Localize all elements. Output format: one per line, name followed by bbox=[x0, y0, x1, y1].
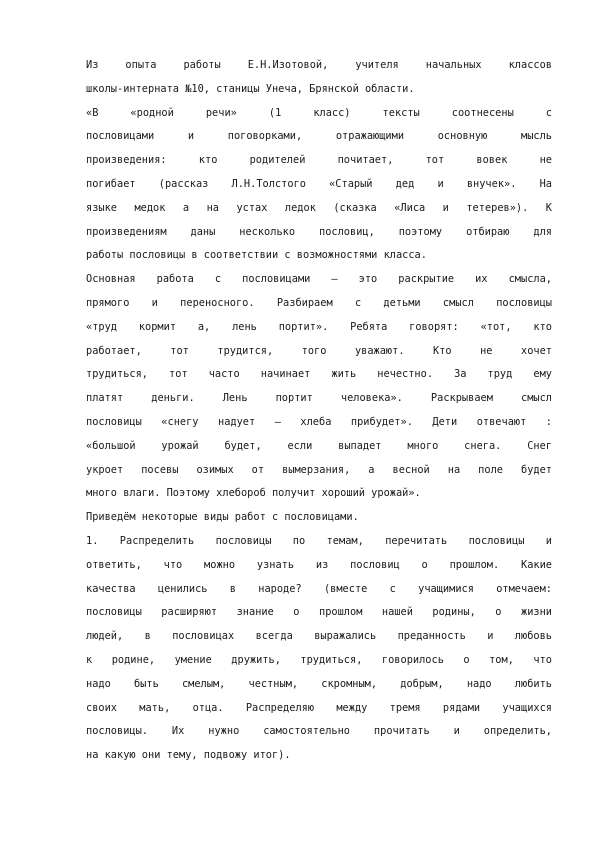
paragraph-line: пословицы «снегу надует – хлеба прибудет». Дети отвечают : bbox=[86, 415, 552, 428]
paragraph-line: укроет посевы озимых от вымерзания, а весной на поле будет bbox=[86, 463, 552, 476]
paragraph-line: своих мать, отца. Распределяю между тремя рядами учащихся bbox=[86, 701, 552, 714]
paragraph-line: пословицами и поговорками, отражающими основную мысль bbox=[86, 130, 552, 143]
paragraph-line: произведениям даны несколько пословиц, поэтому отбираю для bbox=[86, 225, 552, 238]
paragraph-2 bbox=[86, 268, 552, 506]
paragraph-line: «труд кормит а, лень портит». Ребята говорят: «тот, кто bbox=[86, 320, 552, 333]
paragraph-line: платят деньги. Лень портит человека». Раскрываем смысл bbox=[86, 392, 552, 405]
paragraph-line: погибает (рассказ Л.Н.Толстого «Старый дед и внучек». На bbox=[86, 177, 552, 190]
paragraph-line: работает, тот трудится, того уважают. Кто не хочет bbox=[86, 344, 552, 357]
paragraph-line: прямого и переносного. Разбираем с детьми смысл пословицы bbox=[86, 296, 552, 309]
heading bbox=[86, 54, 552, 102]
paragraph-line: языке медок а на устах ледок (сказка «Лиса и тетерев»). К bbox=[86, 201, 552, 214]
paragraph-line: «В «родной речи» (1 класс) тексты соотнесены с bbox=[86, 106, 552, 119]
paragraph-line: Основная работа с пословицами – это раскрытие их смысла, bbox=[86, 273, 552, 286]
paragraph-line: Приведём некоторые виды работ с пословицами. bbox=[86, 511, 359, 524]
heading-line: Из опыта работы Е.Н.Изотовой, учителя начальных классов bbox=[86, 59, 552, 71]
paragraph-3 bbox=[86, 506, 552, 530]
paragraph-line: пословицы расширяют знание о прошлом нашей родины, о жизни bbox=[86, 606, 552, 619]
paragraph-line: «большой урожай будет, если выпадет много снега. Снег bbox=[86, 439, 552, 452]
document-body bbox=[86, 54, 552, 768]
heading-line: школы-интерната №10, станицы Унеча, Брянской области. bbox=[86, 82, 415, 95]
paragraph-line: надо быть смелым, честным, скромным, добрым, надо любить bbox=[86, 677, 552, 690]
paragraph-1 bbox=[86, 102, 552, 269]
paragraph-line: 1. Распределить пословицы по темам, перечитать пословицы и bbox=[86, 534, 552, 547]
paragraph-line: много влаги. Поэтому хлебороб получит хороший урожай». bbox=[86, 487, 421, 500]
paragraph-line: произведения: кто родителей почитает, тот вовек не bbox=[86, 154, 552, 167]
paragraph-4 bbox=[86, 530, 552, 768]
paragraph-line: пословицы. Их нужно самостоятельно прочитать и определить, bbox=[86, 725, 552, 738]
paragraph-line: качества ценились в народе? (вместе с учащимися отмечаем: bbox=[86, 582, 552, 595]
paragraph-line: работы пословицы в соответствии с возможностями класса. bbox=[86, 249, 427, 262]
paragraph-line: людей, в пословицах всегда выражались преданность и любовь bbox=[86, 630, 552, 643]
paragraph-line: к родине, умение дружить, трудиться, говорилось о том, что bbox=[86, 653, 552, 666]
paragraph-line: на какую они тему, подвожу итог). bbox=[86, 749, 291, 762]
paragraph-line: трудиться, тот часто начинает жить нечестно. За труд ему bbox=[86, 368, 552, 381]
paragraph-line: ответить, что можно узнать из пословиц о прошлом. Какие bbox=[86, 558, 552, 571]
